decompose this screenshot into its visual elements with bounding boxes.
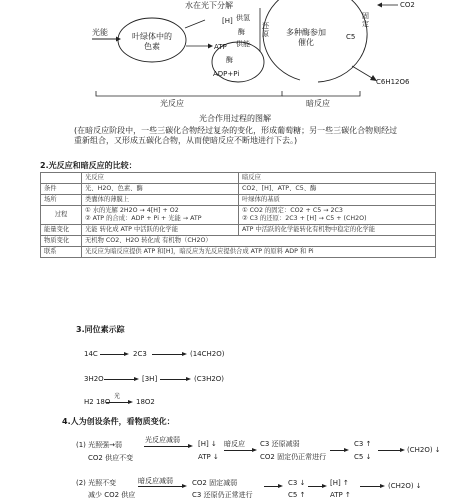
case1-r1: C3 还原减弱 [260, 440, 300, 448]
isotope-3-start: H2 18O [84, 398, 111, 406]
diagram-caption: 光合作用过程的图解 [199, 114, 271, 123]
isotope-1-mid: 2C3 [133, 350, 147, 358]
multi-enzyme-label: 多种酶参加催化 [286, 28, 326, 47]
case1-result: (CH2O) ↓ [407, 446, 441, 454]
table-cell: ① CO2 的固定：CO2 + C5 → 2C3 ② C3 的还原：2C3 + [H] → C5 + (CH2O) [239, 206, 436, 225]
isotope-3-end: 18O2 [136, 398, 155, 406]
isotope-2-end: (C3H2O) [194, 375, 225, 383]
fixation-label: 固定 [362, 12, 369, 28]
co2-label: CO2 [400, 1, 415, 9]
isotope-2-mid: [3H] [142, 375, 158, 383]
atp-label: ATP [214, 43, 227, 51]
case2-step: 暗反应减弱 [138, 477, 173, 485]
case1-atp: ATP ↓ [198, 453, 219, 461]
comparison-table [40, 172, 436, 258]
row-header: 联系 [41, 247, 82, 258]
pigment-label: 叶绿体中的色素 [132, 32, 172, 51]
row-header: 场所 [41, 195, 82, 206]
supply-energy-label: 供能 [236, 40, 250, 48]
case1-sub: CO2 供应不变 [88, 454, 134, 462]
case1-step: 光反应减弱 [145, 436, 180, 444]
table-cell: 光反应为暗反应提供 ATP 和[H]，暗反应为光反应提供合成 ATP 的原料 ADP 和 Pi [82, 247, 436, 258]
case2-atp: ATP ↑ [330, 491, 351, 499]
case2-c3: C3 ↓ [288, 479, 306, 487]
table-cell: 无机物 CO2、H2O 转化成 有机物（CH2O） [82, 236, 436, 247]
header-cell: 光反应 [82, 173, 239, 184]
case1-mid: 暗反应 [224, 440, 245, 448]
table-cell: ATP 中活跃的化学能转化有机物中稳定的化学能 [239, 225, 436, 236]
enzyme-label-2: 酶 [226, 56, 233, 64]
enzyme-label-1: 酶 [238, 28, 245, 36]
table-row [41, 247, 436, 258]
isotope-3-over: 光 [114, 393, 121, 400]
row-header: 物质变化 [41, 236, 82, 247]
case2-c5: C5 ↑ [288, 491, 306, 499]
row-header: 条件 [41, 184, 82, 195]
section3-title: 3.同位素示踪 [76, 325, 125, 334]
table-row [41, 206, 436, 225]
light-reaction-label: 光反应 [160, 99, 184, 108]
supply-hydrogen-label: 供氢 [236, 14, 250, 22]
table-row [41, 236, 436, 247]
case1-h: [H] ↓ [198, 440, 217, 448]
section2-title: 2.光反应和暗反应的比较： [40, 161, 137, 170]
case1-c3: C3 ↑ [354, 440, 372, 448]
isotope-2-start: 3H2O [84, 375, 104, 383]
case2-sub: 减少 CO2 供应 [88, 491, 136, 499]
header-cell: 暗反应 [239, 173, 436, 184]
h-label: [H] [222, 17, 233, 25]
dark-reaction-label: 暗反应 [306, 99, 330, 108]
row-header: 能量变化 [41, 225, 82, 236]
case2-r2: C3 还原仍正常进行 [192, 491, 253, 499]
header-cell [41, 173, 82, 184]
case2-h: [H] ↑ [330, 479, 349, 487]
c5-label: C5 [346, 33, 356, 41]
section4-title: 4.人为创设条件，看物质变化： [62, 417, 175, 426]
light-energy-label: 光能 [92, 28, 108, 37]
light-bracket [96, 91, 282, 96]
case1-label: (1) 光照强→弱 [76, 441, 123, 449]
water-photolysis-label: 水在光下分解 [185, 1, 233, 10]
glucose-label: C6H12O6 [376, 78, 410, 86]
table-row [41, 225, 436, 236]
case1-r2: CO2 固定仍正常进行 [260, 453, 327, 461]
table-cell: 叶绿体的基质 [239, 195, 436, 206]
case2-result: (CH2O) ↓ [388, 482, 422, 490]
table-row [41, 195, 436, 206]
isotope-1-end: (14CH2O) [190, 350, 225, 358]
dark-bracket [282, 91, 360, 96]
case2-label: (2) 光照不变 [76, 479, 117, 487]
reduce-label: 还原 [262, 22, 269, 38]
table-header-row [41, 173, 436, 184]
case2-r1: CO2 固定减弱 [192, 479, 238, 487]
case1-c5: C5 ↓ [354, 453, 372, 461]
table-cell: 类囊体的薄膜上 [82, 195, 239, 206]
adp-pi-label: ADP+Pi [213, 70, 240, 78]
table-cell: ① 水的光解 2H2O → 4[H] + O2 ② ATP 的合成：ADP + Pi + 光能 → ATP [82, 206, 239, 225]
row-header: 过程 [41, 206, 82, 225]
table-row [41, 184, 436, 195]
diagram-caption-note: (在暗反应阶段中，一些三碳化合物经过复杂的变化，形成葡萄糖；另一些三碳化合物则经过重新组合，又形成五碳化合物，从而使暗反应不断地进行下去。) [74, 126, 398, 145]
table-cell: CO2、[H]、ATP、C5、酶 [239, 184, 436, 195]
isotope-1-start: 14C [84, 350, 98, 358]
table-cell: 光、H2O、色素、酶 [82, 184, 239, 195]
table-cell: 光能 转化成 ATP 中活跃的化学能 [82, 225, 239, 236]
